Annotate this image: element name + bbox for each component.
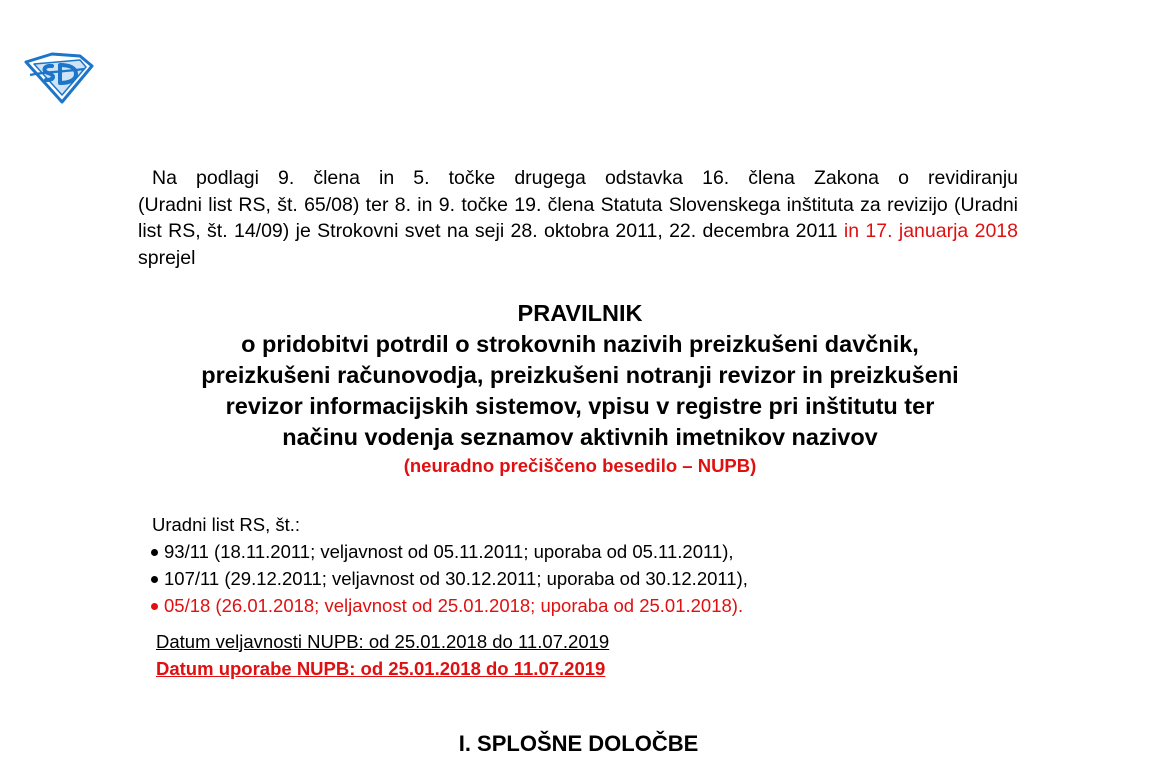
validity-date: Datum veljavnosti NUPB: od 25.01.2018 do 11.07.2019 (156, 631, 610, 652)
bullet-icon (151, 603, 158, 610)
gazette-item-text: 05/18 (26.01.2018; veljavnost od 25.01.2018; uporaba od 25.01.2018). (164, 595, 744, 616)
gazette-list (152, 538, 748, 619)
gazette-item (150, 592, 748, 619)
sd-logo-icon (22, 50, 96, 104)
gazette-item (150, 565, 748, 592)
document-title (130, 298, 1030, 479)
bullet-icon (151, 576, 158, 583)
title-line-2: preizkušeni računovodja, preizkušeni notranji revizor in preizkušeni (201, 362, 959, 388)
gazette-label: Uradni list RS, št.: (152, 514, 301, 535)
application-date: Datum uporabe NUPB: od 25.01.2018 do 11.07.2019 (156, 658, 606, 679)
title-line-3: revizor informacijskih sistemov, vpisu v registre pri inštitutu ter (225, 393, 935, 419)
gazette-item (150, 538, 748, 565)
title-line-1: o pridobitvi potrdil o strokovnih nazivih preizkušeni davčnik, (241, 331, 919, 357)
preamble-text: (Uradni list RS, št. 65/08) ter 8. in 9. točke 19. člena Statuta Slovenskega inštituta za revizijo (Uradni list RS, št. 14/09) je Strokovni svet na seji 28. oktobra 2011, 22. decembra 2011 (138, 193, 1018, 242)
title-line-4: načinu vodenja seznamov aktivnih imetnikov nazivov (282, 424, 878, 450)
bullet-icon (151, 549, 158, 556)
preamble-end: sprejel (138, 246, 196, 269)
nupb-dates (156, 628, 609, 682)
preamble-continuation (138, 192, 1018, 272)
gazette-item-text: 107/11 (29.12.2011; veljavnost od 30.12.2011; uporaba od 30.12.2011), (164, 568, 748, 589)
preamble-line-1: Na podlagi 9. člena in 5. točke drugega odstavka 16. člena Zakona o revidiranju (152, 167, 1018, 189)
preamble (138, 165, 1018, 271)
gazette-item-text: 93/11 (18.11.2011; veljavnost od 05.11.2011; uporaba od 05.11.2011), (164, 541, 734, 562)
title-heading: PRAVILNIK (517, 300, 643, 326)
title-subtitle: (neuradno prečiščeno besedilo – NUPB) (403, 455, 757, 476)
gazette-references (152, 511, 748, 619)
preamble-amendment: in 17. januarja 2018 (837, 220, 1018, 242)
section-heading: I. SPLOŠNE DOLOČBE (458, 731, 699, 756)
